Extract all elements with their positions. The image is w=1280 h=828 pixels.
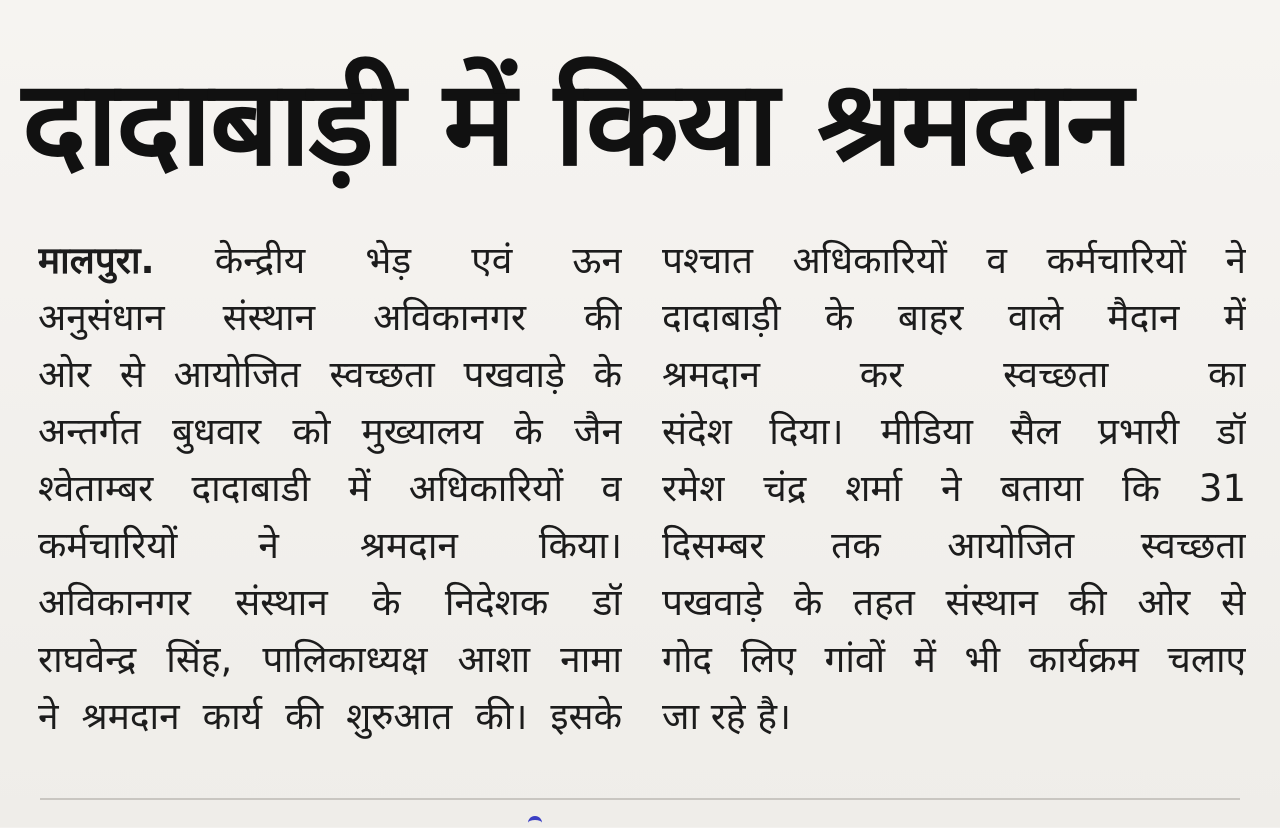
- dateline: मालपुरा.: [38, 239, 155, 282]
- article-line: [38, 232, 622, 289]
- article-column-left: [38, 232, 622, 745]
- article-line: कर्मचारियों ने श्रमदान किया।: [38, 524, 622, 567]
- article-line: श्वेताम्बर दादाबाडी में अधिकारियों व: [38, 467, 622, 510]
- ink-mark: [528, 816, 542, 828]
- article-line: दिसम्बर तक आयोजित स्वच्छता: [662, 524, 1246, 567]
- article-line: अनुसंधान संस्थान अविकानगर की: [38, 296, 622, 339]
- article-line: पश्चात अधिकारियों व कर्मचारियों ने: [662, 239, 1246, 282]
- article-line: अन्तर्गत बुधवार को मुख्यालय के जैन: [38, 410, 622, 453]
- article-line: श्रमदान कर स्वच्छता का: [662, 353, 1246, 396]
- article-line: गोद लिए गांवों में भी कार्यक्रम चलाए: [662, 638, 1246, 681]
- article-line: राघवेन्द्र सिंह, पालिकाध्यक्ष आशा नामा: [38, 638, 622, 681]
- article-line: दादाबाड़ी के बाहर वाले मैदान में: [662, 296, 1246, 339]
- article-line: जा रहे है।: [662, 695, 792, 738]
- article-line-text: केन्द्रीय भेड़ एवं ऊन: [214, 239, 622, 282]
- article-line: ओर से आयोजित स्वच्छता पखवाड़े के: [38, 353, 622, 396]
- article-line: संदेश दिया। मीडिया सैल प्रभारी डॉ: [662, 410, 1246, 453]
- headline: दादाबाड़ी में किया श्रमदान: [22, 54, 1132, 192]
- bottom-divider: [40, 798, 1240, 800]
- article-column-right: [662, 232, 1246, 745]
- article-line: ने श्रमदान कार्य की शुरुआत की। इसके: [38, 695, 622, 738]
- article-line: अविकानगर संस्थान के निदेशक डॉ: [38, 581, 622, 624]
- article-line: रमेश चंद्र शर्मा ने बताया कि 31: [662, 467, 1246, 510]
- article-line: पखवाड़े के तहत संस्थान की ओर से: [662, 581, 1246, 624]
